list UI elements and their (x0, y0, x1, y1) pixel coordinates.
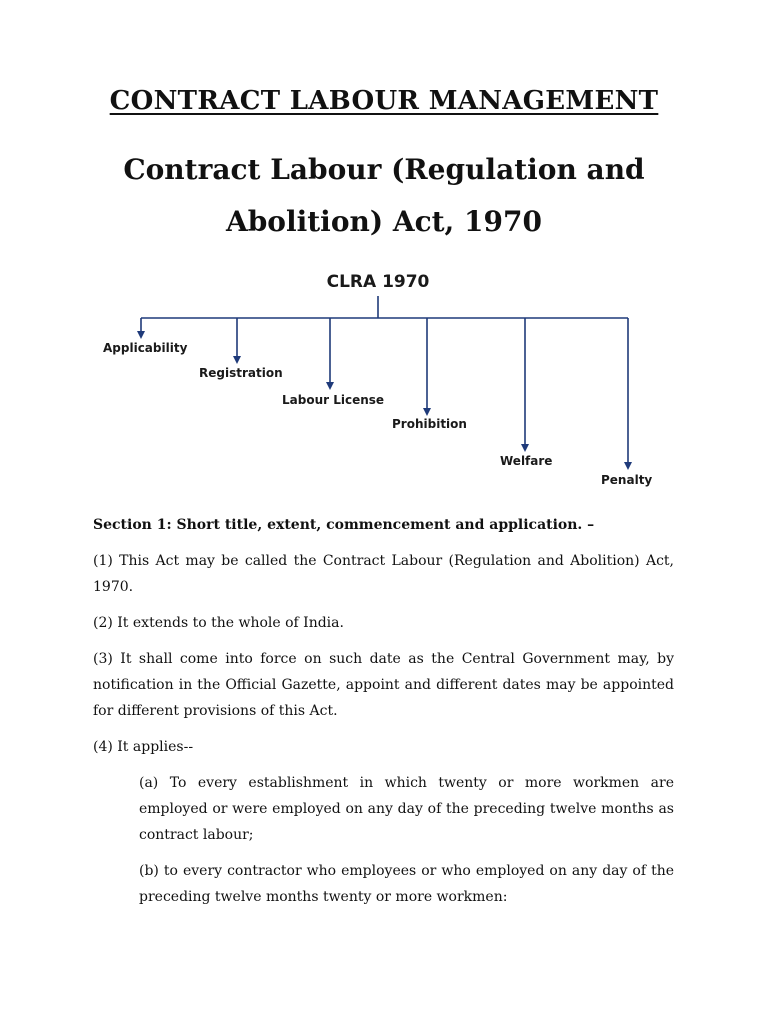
clause-1: (1) This Act may be called the Contract Labour (Regulation and Abolition) Act, 1970. (93, 553, 674, 595)
clause-3: (3) It shall come into force on such date as the Central Government may, by notification in the Official Gazette, appoint and different dates may be appointed for different provisions of this Act. (93, 651, 674, 719)
clause-4: (4) It applies-- (93, 739, 194, 755)
clra-diagram (0, 260, 768, 500)
clause-2: (2) It extends to the whole of India. (93, 615, 344, 631)
branch-welfare: Welfare (500, 454, 553, 468)
main-title: CONTRACT LABOUR MANAGEMENT (109, 86, 659, 116)
diagram-root-label: CLRA 1970 (326, 272, 430, 292)
subclause-b: (b) to every contractor who employees or who employed on any day of the preceding twelve months twenty or more workmen: (139, 863, 674, 905)
branch-applicability: Applicability (103, 341, 188, 355)
branch-registration: Registration (199, 366, 283, 380)
branch-penalty: Penalty (601, 473, 653, 487)
sub-title: Contract Labour (Regulation and Abolition) Act, 1970 (123, 153, 645, 238)
branch-prohibition: Prohibition (392, 417, 467, 431)
section-body (93, 512, 674, 920)
branch-labour-license: Labour License (282, 393, 385, 407)
subclause-a: (a) To every establishment in which twenty or more workmen are employed or were employed on any day of the preceding twelve months as contract labour; (139, 775, 674, 843)
section-heading: Section 1: Short title, extent, commencement and application. – (93, 517, 595, 533)
